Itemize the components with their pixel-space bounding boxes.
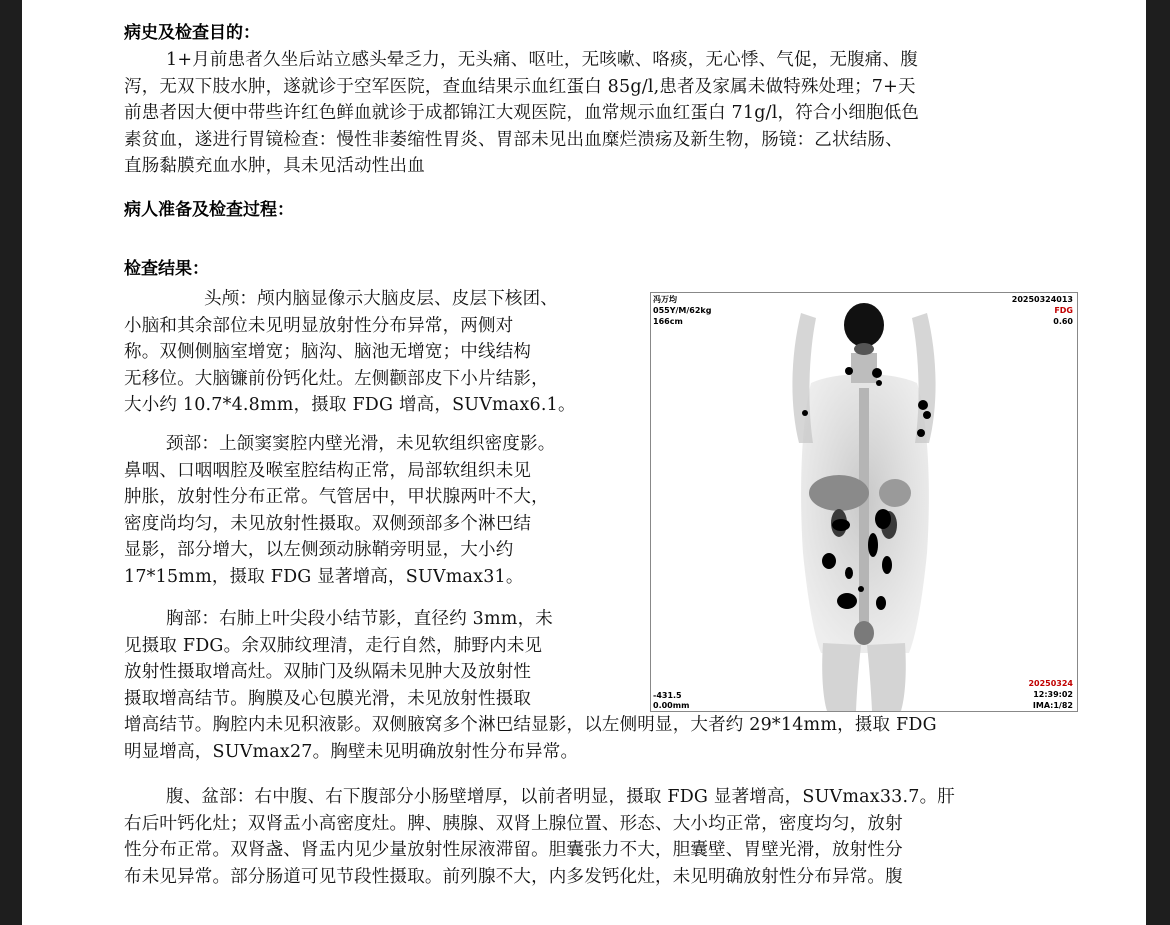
hotspot-neck-node [845, 367, 853, 375]
head-paragraph [124, 286, 576, 419]
text-line: 见摄取 FDG。余双肺纹理清，走行自然，肺野内未见 [124, 635, 543, 656]
abdomen-paragraph [124, 784, 955, 890]
position-label: -431.5 [653, 691, 682, 700]
pet-hotspots [651, 293, 1077, 711]
hotspot-bowel [858, 586, 864, 592]
text-line: 称。双侧侧脑室增宽；脑沟、脑池无增宽；中线结构 [124, 342, 532, 362]
text-line: 性分布正常。双肾盏、肾盂内见少量放射性尿液滞留。胆囊张力不大，胆囊壁、胃壁光滑，放射性分 [124, 840, 903, 860]
text-line: 17*15mm，摄取 FDG 显著增高，SUVmax31。 [124, 566, 524, 587]
text-line: 密度尚均匀，未见放射性摄取。双侧颈部多个淋巴结 [124, 513, 532, 534]
hotspot-axillary-node [923, 411, 931, 419]
text-line: 前患者因大便中带些许红色鲜血就诊于成都锦江大观医院，血常规示血红蛋白 71g/l，符合小细胞低色 [124, 103, 920, 123]
patient-name-label: 冯万均 [653, 295, 677, 304]
hotspot-bowel [875, 509, 891, 529]
text-line: 肿胀，放射性分布正常。气管居中，甲状腺两叶不大， [124, 487, 549, 507]
hotspot-axillary-node [802, 410, 808, 416]
text-line: 布未见异常。部分肠道可见节段性摄取。前列腺不大，内多发钙化灶，未见明确放射性分布异常。腹 [124, 866, 903, 887]
text-line: 放射性摄取增高灶。双肺门及纵隔未见肿大及放射性 [124, 662, 532, 682]
text-line: 无移位。大脑镰前份钙化灶。左侧颧部皮下小片结影， [124, 368, 549, 389]
hotspot-bowel [837, 593, 857, 609]
neck-paragraph [124, 431, 555, 590]
hotspot-bowel [876, 596, 886, 610]
scan-time-label: 12:39:02 [1033, 690, 1073, 699]
text-line: 鼻咽、口咽咽腔及喉室腔结构正常，局部软组织未见 [124, 460, 532, 481]
results-heading: 检查结果： [124, 259, 209, 279]
hotspot-axillary-node [917, 429, 925, 437]
text-line: 胸部：右肺上叶尖段小结节影，直径约 3mm，未 [166, 609, 553, 629]
pet-mip-image [650, 292, 1078, 712]
text-line: 大小约 10.7*4.8mm，摄取 FDG 增高，SUVmax6.1。 [124, 395, 576, 415]
hotspot-bowel [882, 556, 892, 574]
history-heading: 病史及检查目的： [124, 23, 260, 43]
hotspot-axillary-node [918, 400, 928, 410]
text-line: 摄取增高结节。胸膜及心包膜光滑，未见放射性摄取 [124, 688, 532, 709]
text-line: 小脑和其余部位未见明显放射性分布异常，两侧对 [124, 315, 514, 336]
hotspot-bowel [845, 567, 853, 579]
patient-info-label: 055Y/M/62kg [653, 306, 712, 315]
patient-height-label: 166cm [653, 317, 683, 326]
hotspot-bowel [822, 553, 836, 569]
text-line: 颈部：上颌窦窦腔内壁光滑，未见软组织密度影。 [166, 434, 556, 454]
text-line: 素贫血，遂进行胃镜检查：慢性非萎缩性胃炎、胃部未见出血糜烂溃疡及新生物，肠镜：乙状结肠、 [124, 129, 903, 150]
hotspot-bowel [868, 533, 878, 557]
tracer-label: FDG [1054, 306, 1073, 315]
history-paragraph [124, 47, 919, 180]
hotspot-bowel [832, 519, 850, 531]
hotspot-neck-node [872, 368, 882, 378]
text-line: 1+月前患者久坐后站立感头晕乏力，无头痛、呕吐，无咳嗽、咯痰，无心悸、气促，无腹痛、腹 [166, 50, 918, 70]
report-page [22, 0, 1146, 925]
text-line: 右后叶钙化灶；双肾盂小高密度灶。脾、胰腺、双肾上腺位置、形态、大小均正常，密度均匀，放射 [124, 813, 903, 834]
text-line: 明显增高，SUVmax27。胸壁未见明确放射性分布异常。 [124, 741, 579, 762]
study-id-label: 20250324013 [1011, 295, 1073, 304]
text-line: 直肠黏膜充血水肿，具未见活动性出血 [124, 156, 425, 176]
scan-date-label: 20250324 [1028, 679, 1073, 688]
text-line: 腹、盆部：右中腹、右下腹部分小肠壁增厚，以前者明显，摄取 FDG 显著增高，SUVmax33.7。肝 [166, 787, 956, 807]
text-line: 增高结节。胸腔内未见积液影。双侧腋窝多个淋巴结显影，以左侧明显，大者约 29*14mm，摄取 FDG [124, 715, 937, 735]
scale-value-label: 0.60 [1053, 317, 1073, 326]
text-line: 显影，部分增大，以左侧颈动脉鞘旁明显，大小约 [124, 540, 514, 560]
text-line: 泻，无双下肢水肿，遂就诊于空军医院，查血结果示血红蛋白 85g/l,患者及家属未做特殊处理；7+天 [124, 76, 916, 97]
prep-heading: 病人准备及检查过程： [124, 200, 294, 220]
image-index-label: IMA:1/82 [1032, 701, 1073, 710]
position-sub-label: 0.00mm [653, 701, 690, 710]
text-line: 头颅：颅内脑显像示大脑皮层、皮层下核团、 [204, 289, 558, 309]
right-background-edge [1146, 0, 1170, 925]
hotspot-neck-node [876, 380, 882, 386]
